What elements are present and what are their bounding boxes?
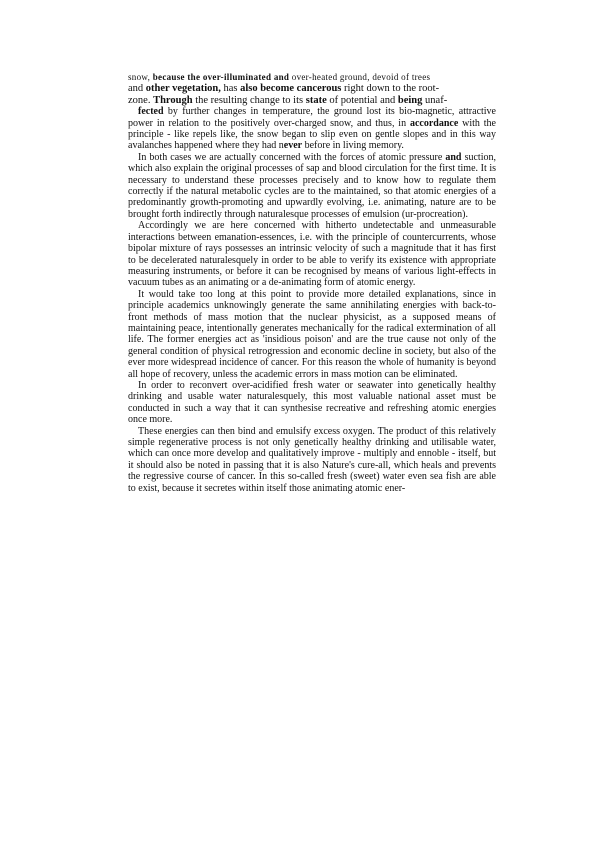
bold-text-run: fected	[138, 106, 164, 118]
paragraph-4: It would take too long at this point to provide more detailed explanations, since in principle academics unknowingly generate the same annihilating energies with back-to-front methods of mass motion that the nuclear physicist, as a supposed means of maintaining peace, intentionally generates mechanically for the radical extermination of all life. The former energies act as 'insidious poison' and are the true cause not only of the general condition of physical retrogression and economic decline in society, but also of the ever more widespread incidence of cancer. For this reason the whole of humanity is beyond all hope of recovery, unless the academic errors in mass motion can be eliminated.	[128, 288, 496, 380]
header-line-1	[128, 72, 496, 83]
text-run: zone.	[128, 94, 154, 106]
text-run: suction, which also explain the original processes of sap and blood circulation for the first time. It is necessary to understand these processes precisely and to know how to regulate them correctly if the natural metabolic cycles are to the maintained, so that atomic energies of a predominantly growth-promoting and upwardly evolving, i.e. animating, nature are to be brought forth indirectly through naturalesque processes of emulsion (ur-procreation).	[128, 151, 496, 220]
paragraph-5: In order to reconvert over-acidified fresh water or seawater into genetically healthy drinking and usable water naturalesquely, this most valuable national asset must be conducted in such a way that it can synthesise recreative and refreshing atomic energies once more.	[128, 379, 496, 426]
bold-text-run: also become cancerous	[240, 83, 342, 95]
text-run: In both cases we are actually concerned with the forces of atomic pressure	[138, 151, 446, 163]
header-line-2	[128, 83, 496, 94]
bold-text-run: and	[445, 151, 462, 163]
text-run: over-heated ground, devoid of trees	[289, 72, 431, 82]
bold-text-run: state	[305, 94, 327, 106]
text-run: with the principle - like repels like, the snow began to slip even on gentle slopes and in this way avalanches happened where they had n	[128, 117, 497, 152]
text-run: by further changes in temperature, the ground lost its bio-magnetic, attractive power in relation to the positively over-charged snow, and thus, in	[128, 106, 496, 129]
bold-text-run: accordance	[409, 117, 459, 129]
paragraph-1	[128, 106, 496, 152]
text-run: and	[128, 83, 146, 95]
bold-text-run: other vegetation,	[145, 83, 221, 95]
text-run: of potential and	[326, 94, 398, 106]
bold-text-run: being	[397, 94, 423, 106]
bold-text-run: because the over-illuminated and	[152, 72, 290, 82]
body-text	[128, 72, 496, 494]
paragraph-6: These energies can then bind and emulsify excess oxygen. The product of this relatively simple regenerative process is not only genetically healthy drinking and utilisable water, which can once more develop and qualitatively improve - multiply and ennoble - itself, but it should also be noted in passing that it is also Nature's cure-all, which heals and prevents the regressive course of cancer. In this so-called fresh (sweet) water even sea fish are able to exist, because it secretes within itself those animating atomic ener-	[128, 425, 496, 494]
text-run: unaf-	[422, 94, 448, 106]
paragraph-3: Accordingly we are here concerned with hitherto undetectable and unmeasurable interactions between emanation-essences, i.e. with the principle of countercurrents, whose bipolar mixture of rays possesses an intrinsic velocity of such a magnitude that it has first to be decelerated naturalesquely in order to be able to verify its existence with appropriate measuring instruments, or before it can be recognised by means of various light-effects in vacuum tubes as an animating or a de-animating form of atomic energy.	[128, 220, 496, 289]
text-run: snow,	[128, 72, 153, 82]
paragraph-2	[128, 152, 496, 220]
text-run: right down to the root-	[341, 83, 440, 95]
bold-text-run: ever	[283, 140, 303, 152]
text-run: before in living memory.	[302, 140, 404, 152]
bold-text-run: Through	[153, 94, 193, 106]
text-run: has	[220, 83, 241, 95]
text-run: the resulting change to its	[192, 94, 306, 106]
header-line-3	[128, 95, 496, 106]
